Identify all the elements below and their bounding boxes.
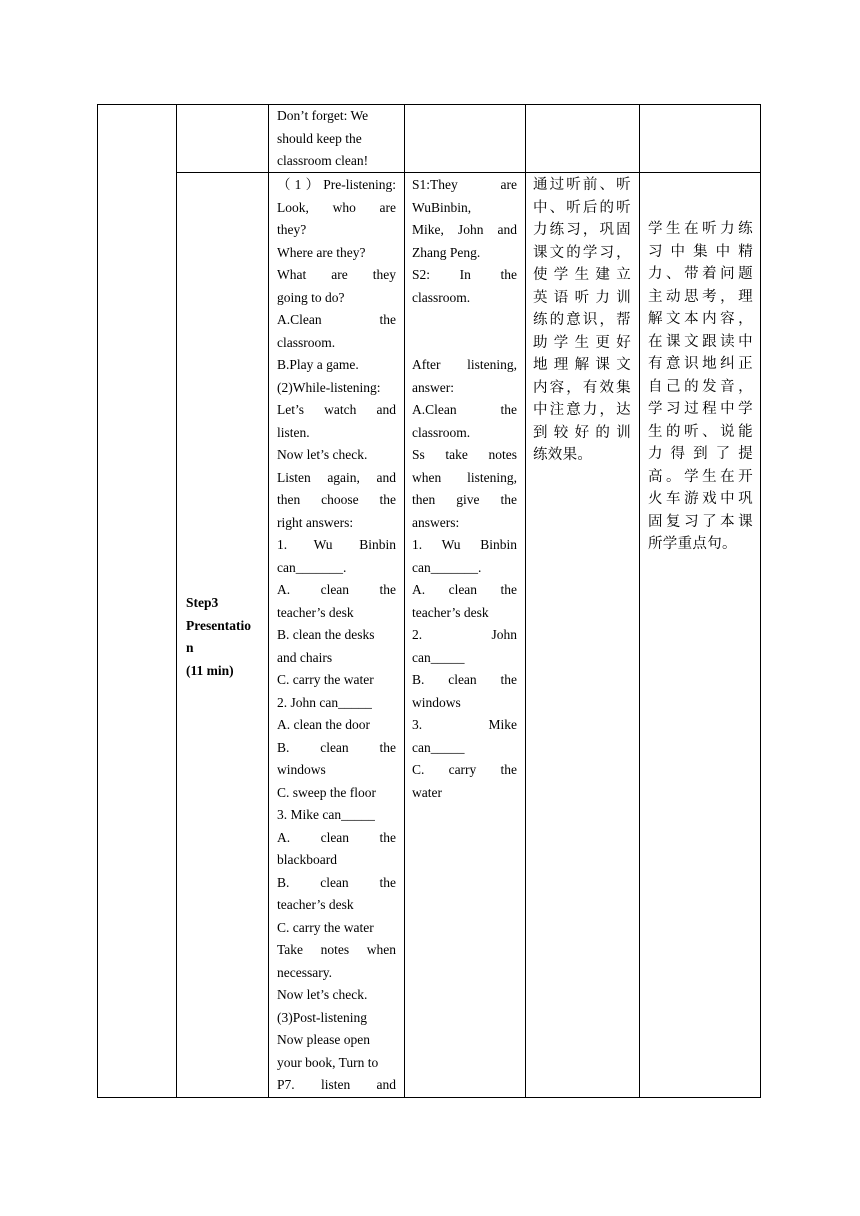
- teacher-activity-line: （1）Pre-listening:: [277, 177, 396, 192]
- student-activity-line: S2: In the: [412, 267, 517, 282]
- teacher-activity-line: 3. Mike can_____: [277, 807, 375, 822]
- design-intent-line: 练的意识，帮: [533, 312, 631, 328]
- teacher-activity-line: necessary.: [277, 964, 332, 980]
- teacher-activity-line: should keep the: [277, 130, 362, 146]
- student-activity-line: Zhang Peng.: [412, 244, 481, 260]
- teaching-effect-line: 力得到了提: [648, 446, 753, 462]
- teacher-activity-line: classroom clean!: [277, 153, 369, 168]
- student-activity-line: classroom.: [412, 424, 471, 440]
- student-activity: [412, 174, 517, 804]
- student-activity-line: B. clean the: [412, 672, 517, 687]
- student-activity-line: A. clean the: [412, 582, 517, 597]
- teacher-activity-line: B. clean the desks: [277, 627, 375, 642]
- col-border-4: [404, 104, 405, 1098]
- design-intent-line: 地理解课文: [533, 357, 631, 373]
- design-intent-line: 内容，有效集: [533, 379, 631, 396]
- design-intent-line: 课文的学习，: [533, 244, 631, 261]
- student-activity-line: answer:: [412, 379, 454, 395]
- design-intent-line: 英语听力训: [533, 289, 631, 306]
- teaching-effect-line: 生的听、说能: [648, 423, 753, 440]
- teaching-effect-line: 自己的发音，: [648, 378, 753, 395]
- teacher-activity-line: B. clean the: [277, 874, 396, 890]
- student-activity-line: Ss take notes: [412, 447, 517, 462]
- teacher-activity-line: A. clean the door: [277, 717, 370, 732]
- teacher-activity-line: Where are they?: [277, 244, 366, 260]
- teacher-activity-line: C. carry the water: [277, 919, 374, 935]
- step-label: [186, 592, 264, 682]
- design-intent-line: 中、听后的听: [533, 199, 631, 216]
- teacher-activity-line: Let’s watch and: [277, 402, 396, 417]
- student-activity-line: classroom.: [412, 289, 471, 305]
- teaching-effect-line: 有意识地纠正: [648, 356, 753, 372]
- teaching-effect-line: 高。学生在开: [648, 468, 753, 485]
- design-intent-line: 力练习，巩固: [533, 222, 631, 238]
- teacher-activity-line: Listen again, and: [277, 469, 396, 485]
- step-label-line: n: [186, 640, 194, 655]
- teacher-activity-line: A.Clean the: [277, 312, 396, 327]
- design-intent-line: 使学生建立: [533, 267, 631, 283]
- teaching-effect-line: 主动思考，理: [648, 288, 753, 305]
- student-activity-line: teacher’s desk: [412, 604, 489, 620]
- teacher-activity-line: Now let’s check.: [277, 987, 368, 1002]
- teacher-activity-line: your book, Turn to: [277, 1054, 379, 1070]
- teaching-effect-line: 学生在听力练: [648, 221, 753, 237]
- teacher-activity-line: going to do?: [277, 289, 345, 305]
- teaching-effect-line: 在课文跟读中: [648, 333, 753, 350]
- step-label-line: Presentatio: [186, 617, 251, 633]
- teaching-effect-line: 力、带着问题: [648, 266, 753, 282]
- step-label-line: Step3: [186, 595, 219, 610]
- teaching-effect-line: 所学重点句。: [648, 536, 737, 552]
- design-intent-line: 助学生更好: [533, 334, 631, 351]
- teacher-activity-line: Now let’s check.: [277, 447, 368, 462]
- student-activity-line: water: [412, 784, 442, 800]
- teacher-activity-line: B.Play a game.: [277, 357, 359, 372]
- teaching-effect-line: 解文本内容，: [648, 311, 753, 327]
- col-border-5: [525, 104, 526, 1098]
- row1-teacher-activity: [277, 105, 397, 173]
- teaching-effect-line: 火车游戏中巩: [648, 491, 753, 507]
- teacher-activity-line: (3)Post-listening: [277, 1009, 367, 1025]
- teacher-activity-line: listen.: [277, 424, 310, 440]
- student-activity-line: S1:They are: [412, 177, 517, 192]
- student-activity-line: 3. Mike: [412, 717, 517, 732]
- teacher-activity-line: A. clean the: [277, 829, 396, 845]
- teacher-activity-line: then choose the: [277, 492, 396, 507]
- teacher-activity-line: classroom.: [277, 334, 336, 350]
- teacher-activity-line: C. sweep the floor: [277, 784, 376, 800]
- student-activity-line: can_____: [412, 649, 465, 665]
- teacher-activity-line: teacher’s desk: [277, 604, 354, 620]
- teacher-activity-line: 2. John can_____: [277, 694, 372, 710]
- student-activity-line: when listening,: [412, 469, 517, 485]
- teacher-activity-line: Now please open: [277, 1032, 370, 1047]
- teacher-activity-line: Look, who are: [277, 199, 396, 215]
- teacher-activity-line: right answers:: [277, 514, 354, 530]
- student-activity-line: answers:: [412, 514, 460, 530]
- student-activity-line: can_______.: [412, 559, 482, 575]
- student-activity-line: WuBinbin,: [412, 199, 472, 215]
- teacher-activity-line: C. carry the water: [277, 672, 374, 687]
- table-bottom-border: [97, 1097, 761, 1098]
- teacher-activity-line: they?: [277, 222, 307, 237]
- student-activity-line: A.Clean the: [412, 402, 517, 417]
- teacher-activity-line: can_______.: [277, 559, 347, 575]
- teacher-activity-line: B. clean the: [277, 739, 396, 755]
- teacher-activity-line: Don’t forget: We: [277, 108, 369, 123]
- design-intent: [533, 174, 631, 467]
- teacher-activity-line: A. clean the: [277, 582, 396, 597]
- teacher-activity: [277, 174, 396, 1097]
- teacher-activity-line: blackboard: [277, 852, 337, 867]
- teaching-effect-line: 习中集中精: [648, 243, 753, 260]
- student-activity-line: Mike, John and: [412, 222, 517, 237]
- design-intent-line: 通过听前、听: [533, 177, 631, 193]
- teacher-activity-line: (2)While-listening:: [277, 379, 381, 395]
- teacher-activity-line: teacher’s desk: [277, 897, 354, 912]
- col-border-2: [176, 104, 177, 1098]
- teacher-activity-line: What are they: [277, 267, 396, 282]
- teaching-effect-line: 学习过程中学: [648, 401, 753, 417]
- row-divider: [176, 172, 761, 173]
- teacher-activity-line: Take notes when: [277, 942, 396, 957]
- step-label-line: (11 min): [186, 662, 234, 678]
- teacher-activity-line: P7. listen and: [277, 1077, 396, 1092]
- design-intent-line: 中注意力，达: [533, 402, 631, 418]
- col-border-1: [97, 104, 98, 1098]
- student-activity-line: [412, 332, 517, 355]
- student-activity-line: windows: [412, 694, 461, 710]
- design-intent-line: 到较好的训: [533, 424, 631, 441]
- table-top-border: [97, 104, 761, 105]
- teaching-effect-line: 固复习了本课: [648, 513, 753, 530]
- student-activity-line: [412, 309, 517, 332]
- col-border-7: [760, 104, 761, 1098]
- teacher-activity-line: windows: [277, 762, 326, 777]
- student-activity-line: then give the: [412, 492, 517, 507]
- student-activity-line: After listening,: [412, 357, 517, 372]
- teacher-activity-line: 1. Wu Binbin: [277, 537, 396, 552]
- teacher-activity-line: and chairs: [277, 649, 333, 665]
- student-activity-line: 2. John: [412, 627, 517, 642]
- student-activity-line: can_____: [412, 739, 465, 755]
- teaching-effect: [648, 218, 753, 556]
- col-border-3: [268, 104, 269, 1098]
- student-activity-line: 1. Wu Binbin: [412, 537, 517, 552]
- col-border-6: [639, 104, 640, 1098]
- student-activity-line: C. carry the: [412, 762, 517, 777]
- design-intent-line: 练效果。: [533, 447, 593, 463]
